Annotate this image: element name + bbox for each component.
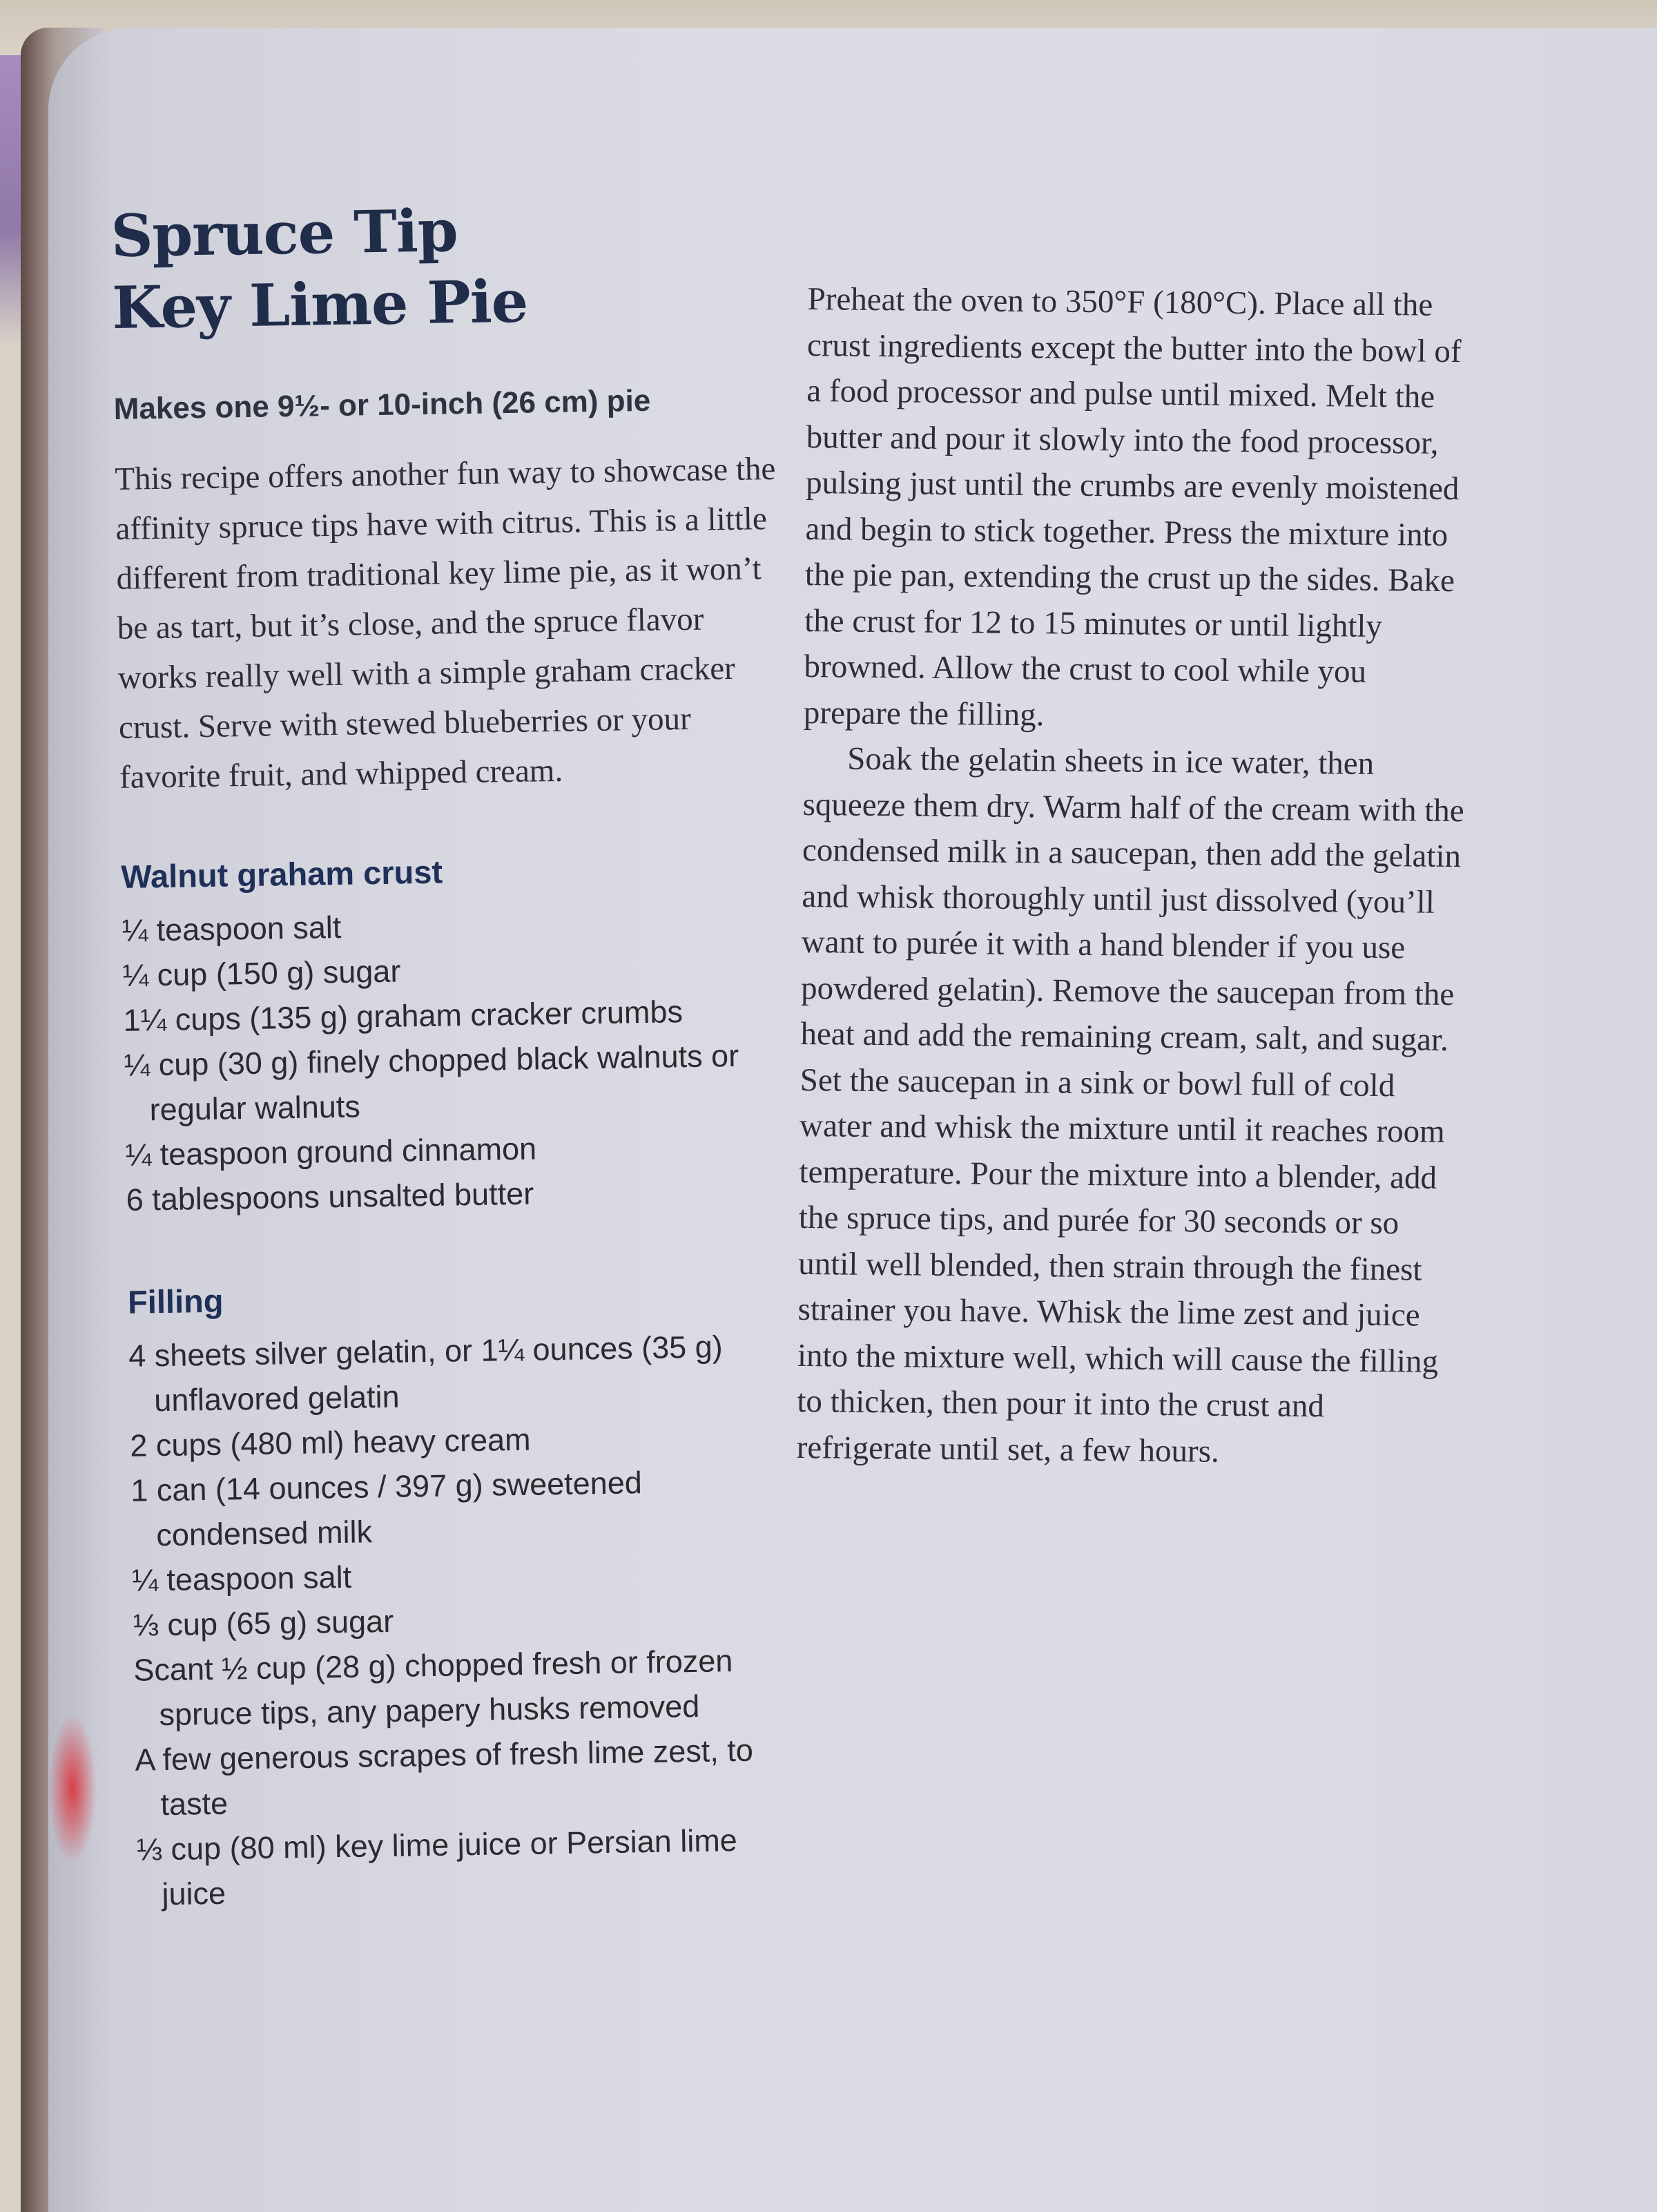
ingredient-item: ¼ cup (150 g) sugar bbox=[122, 953, 401, 993]
crust-heading: Walnut graham crust bbox=[120, 853, 443, 895]
ingredient-item: ⅓ cup (80 ml) key lime juice or Persian lime juice bbox=[136, 1823, 738, 1912]
ingredient-item: 1¼ cups (135 g) graham cracker crumbs bbox=[123, 994, 684, 1038]
ingredient-item: 1 can (14 ounces / 397 g) sweetened condensed milk bbox=[130, 1465, 643, 1553]
recipe-method bbox=[796, 276, 1471, 1477]
ingredient-item: ¼ teaspoon salt bbox=[131, 1559, 352, 1598]
recipe-title bbox=[110, 190, 775, 344]
ingredient-item: Scant ½ cup (28 g) chopped fresh or frozen spruce tips, any papery husks removed bbox=[133, 1643, 733, 1733]
method-paragraph: Preheat the oven to 350°F (180°C). Place all the crust ingredients except the butter into the bowl of a food processor and pulse until mixed. Melt the butter and pour it slowly into the food processor, pulsing just until the crumbs are evenly moistened and begin to stick together. Press the mixture into the pie pan, extending the crust up the sides. Bake the crust for 12 to 15 minutes or until lightly browned. Allow the crust to cool while you prepare the filling. bbox=[803, 280, 1462, 733]
red-mark bbox=[48, 1713, 97, 1865]
crust-ingredient-list bbox=[122, 898, 789, 1222]
ingredient-item: 4 sheets silver gelatin, or 1¼ ounces (35 g) unflavored gelatin bbox=[128, 1329, 724, 1418]
ingredient-item: ⅓ cup (65 g) sugar bbox=[133, 1603, 394, 1643]
title-line-1: Spruce Tip bbox=[110, 196, 458, 270]
method-paragraph: Soak the gelatin sheets in ice water, then squeeze them dry. Warm half of the cream with the condensed milk in a saucepan, then add the gelatin and whisk thoroughly until just dissolved (you’ll want to purée it with a hand blender if you use powdered gelatin). Remove the saucepan from the heat and add the remaining cream, salt, and sugar. Set the saucepan in a sink or bowl full of cold water and whisk the mixture until it reaches room temperature. Pour the mixture into a blender, add the spruce tips, and purée for 30 seconds or so until well blended, then strain through the finest strainer you have. Whisk the lime zest and juice into the mixture well, which will cause the filling to thicken, then pour it into the crust and refrigerate until set, a few hours. bbox=[796, 740, 1464, 1470]
recipe-intro: This recipe offers another fun way to showcase the affinity spruce tips have with citrus. This is a little different from traditional key lime pie, as it won’t be as tart, but it’s close, and the spruce flavor works really well with a simple graham cracker crust. Serve with stewed blueberries or your favorite fruit, and whipped cream. bbox=[114, 450, 776, 796]
filling-ingredient-list bbox=[128, 1323, 800, 1917]
recipe-yield: Makes one 9½- or 10-inch (26 cm) pie bbox=[113, 383, 651, 426]
ingredient-item: ¼ cup (30 g) finely chopped black walnuts or regular walnuts bbox=[124, 1037, 739, 1128]
ingredient-item: ¼ teaspoon salt bbox=[122, 909, 342, 948]
ingredient-item: A few generous scrapes of fresh lime zest, to taste bbox=[135, 1732, 754, 1823]
ingredient-item: 6 tablespoons unsalted butter bbox=[126, 1175, 534, 1218]
ingredient-item: 2 cups (480 ml) heavy cream bbox=[129, 1421, 531, 1463]
title-line-2: Key Lime Pie bbox=[111, 267, 528, 342]
ingredient-item: ¼ teaspoon ground cinnamon bbox=[125, 1131, 537, 1173]
filling-heading: Filling bbox=[127, 1282, 224, 1320]
recipe-left-column bbox=[110, 190, 801, 1978]
